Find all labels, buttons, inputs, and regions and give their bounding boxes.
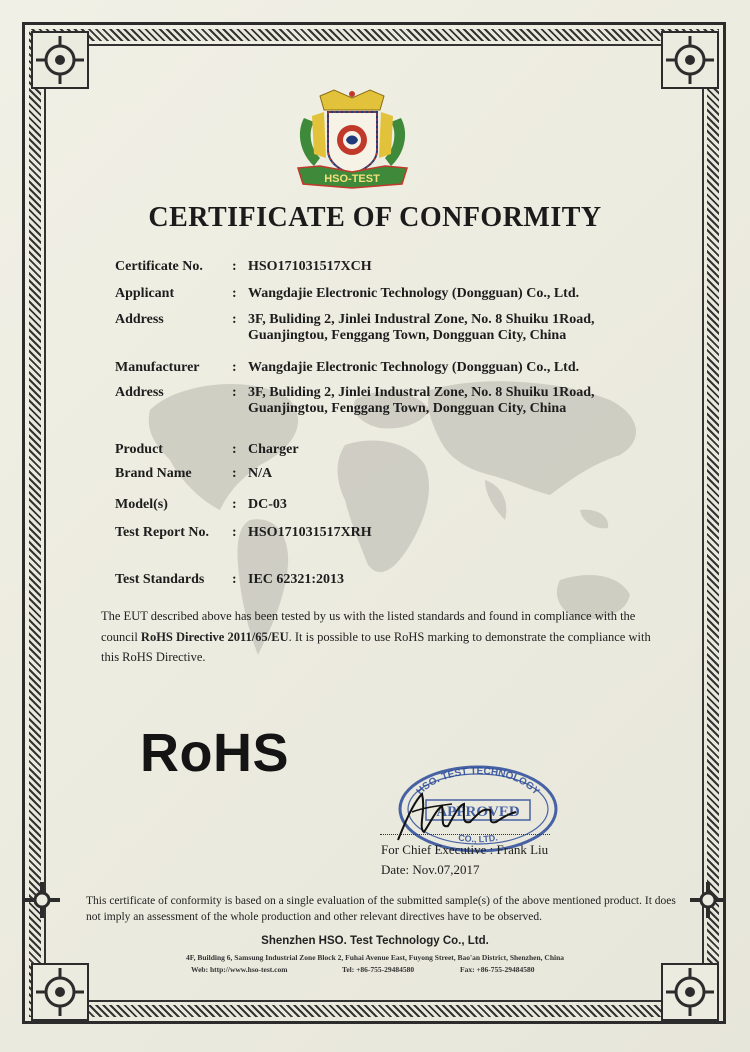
rohs-mark: RoHS bbox=[140, 723, 289, 783]
field-label: Manufacturer bbox=[115, 360, 200, 375]
cross-ornament-icon bbox=[688, 880, 728, 920]
model-value: DC-03 bbox=[248, 497, 287, 512]
issuer-company: Shenzhen HSO. Test Technology Co., Ltd. bbox=[261, 935, 489, 947]
colon: : bbox=[232, 286, 237, 301]
test-report-number: HSO171031517XRH bbox=[248, 525, 372, 540]
field-label: Test Standards bbox=[115, 572, 205, 587]
field-label: Model(s) bbox=[115, 497, 168, 512]
signature bbox=[392, 780, 522, 850]
svg-text:CO., LTD.: CO., LTD. bbox=[457, 832, 499, 845]
applicant-address-line2: Guanjingtou, Fenggang Town, Dongguan City, China bbox=[248, 328, 567, 343]
issue-date: Date: Nov.07,2017 bbox=[381, 862, 480, 877]
colon: : bbox=[232, 525, 237, 540]
colon: : bbox=[232, 466, 237, 481]
field-label: Applicant bbox=[115, 286, 175, 301]
field-label: Address bbox=[115, 385, 164, 400]
svg-text:HSO. TEST TECHNOLOGY: HSO. TEST TECHNOLOGY bbox=[414, 765, 542, 798]
corner-ornament-icon bbox=[28, 28, 92, 92]
colon: : bbox=[232, 385, 237, 400]
signatory-label: For Chief Executive : Frank Liu bbox=[381, 842, 549, 857]
disclaimer: This certificate of conformity is based on a single evaluation of the submitted sample(s) of the above mentioned product. It does not imply an assessment of the whole production and other relevant directives have to be observed. bbox=[86, 895, 676, 923]
field-label: Certificate No. bbox=[115, 259, 203, 274]
hso-test-logo bbox=[290, 88, 415, 190]
colon: : bbox=[232, 497, 237, 512]
applicant-name: Wangdajie Electronic Technology (Dongguan) Co., Ltd. bbox=[248, 286, 580, 301]
cross-ornament-icon bbox=[22, 880, 62, 920]
product-value: Charger bbox=[248, 442, 299, 457]
certificate-number: HSO171031517XCH bbox=[248, 259, 372, 274]
test-standards-value: IEC 62321:2013 bbox=[248, 572, 345, 587]
issuer-web: Web: http://www.hso-test.com bbox=[191, 965, 288, 974]
colon: : bbox=[232, 572, 237, 587]
manufacturer-name: Wangdajie Electronic Technology (Dongguan) Co., Ltd. bbox=[248, 360, 580, 375]
signature-line bbox=[380, 834, 550, 835]
manufacturer-address-line2: Guanjingtou, Fenggang Town, Dongguan City, China bbox=[248, 401, 567, 416]
brand-name-value: N/A bbox=[248, 466, 273, 481]
corner-ornament-icon bbox=[28, 960, 92, 1024]
directive-name: RoHS Directive 2011/65/EU bbox=[140, 629, 289, 644]
colon: : bbox=[232, 442, 237, 457]
statement-text: . It is possible to use RoHS marking to demonstrate the compliance with this RoHS Directive. bbox=[101, 629, 651, 664]
colon: : bbox=[232, 259, 237, 274]
issuer-tel: Tel: +86-755-29484580 bbox=[342, 965, 415, 974]
corner-ornament-icon bbox=[658, 28, 722, 92]
compliance-statement bbox=[101, 606, 661, 668]
svg-text:APPROVED: APPROVED bbox=[436, 804, 520, 820]
colon: : bbox=[232, 312, 237, 327]
colon: : bbox=[232, 360, 237, 375]
field-label: Brand Name bbox=[115, 466, 192, 481]
issuer-address: 4F, Building 6, Samsung Industrial Zone Block 2, Fuhai Avenue East, Fuyong Street, Bao'an District, Shenzhen, China bbox=[185, 953, 565, 962]
corner-ornament-icon bbox=[658, 960, 722, 1024]
statement-text: The EUT described above has been tested by us with the listed standards and found in compliance with the council bbox=[101, 609, 636, 644]
applicant-address-line1: 3F, Buliding 2, Jinlei Industral Zone, No. 8 Shuiku 1Road, bbox=[248, 312, 595, 327]
svg-text:HSO-TEST: HSO-TEST bbox=[324, 173, 380, 185]
manufacturer-address-line1: 3F, Buliding 2, Jinlei Industral Zone, No. 8 Shuiku 1Road, bbox=[248, 385, 595, 400]
field-label: Test Report No. bbox=[115, 525, 209, 540]
certificate-title: CERTIFICATE OF CONFORMITY bbox=[148, 202, 602, 233]
field-label: Product bbox=[115, 442, 163, 457]
field-label: Address bbox=[115, 312, 164, 327]
issuer-fax: Fax: +86-755-29484580 bbox=[460, 965, 535, 974]
